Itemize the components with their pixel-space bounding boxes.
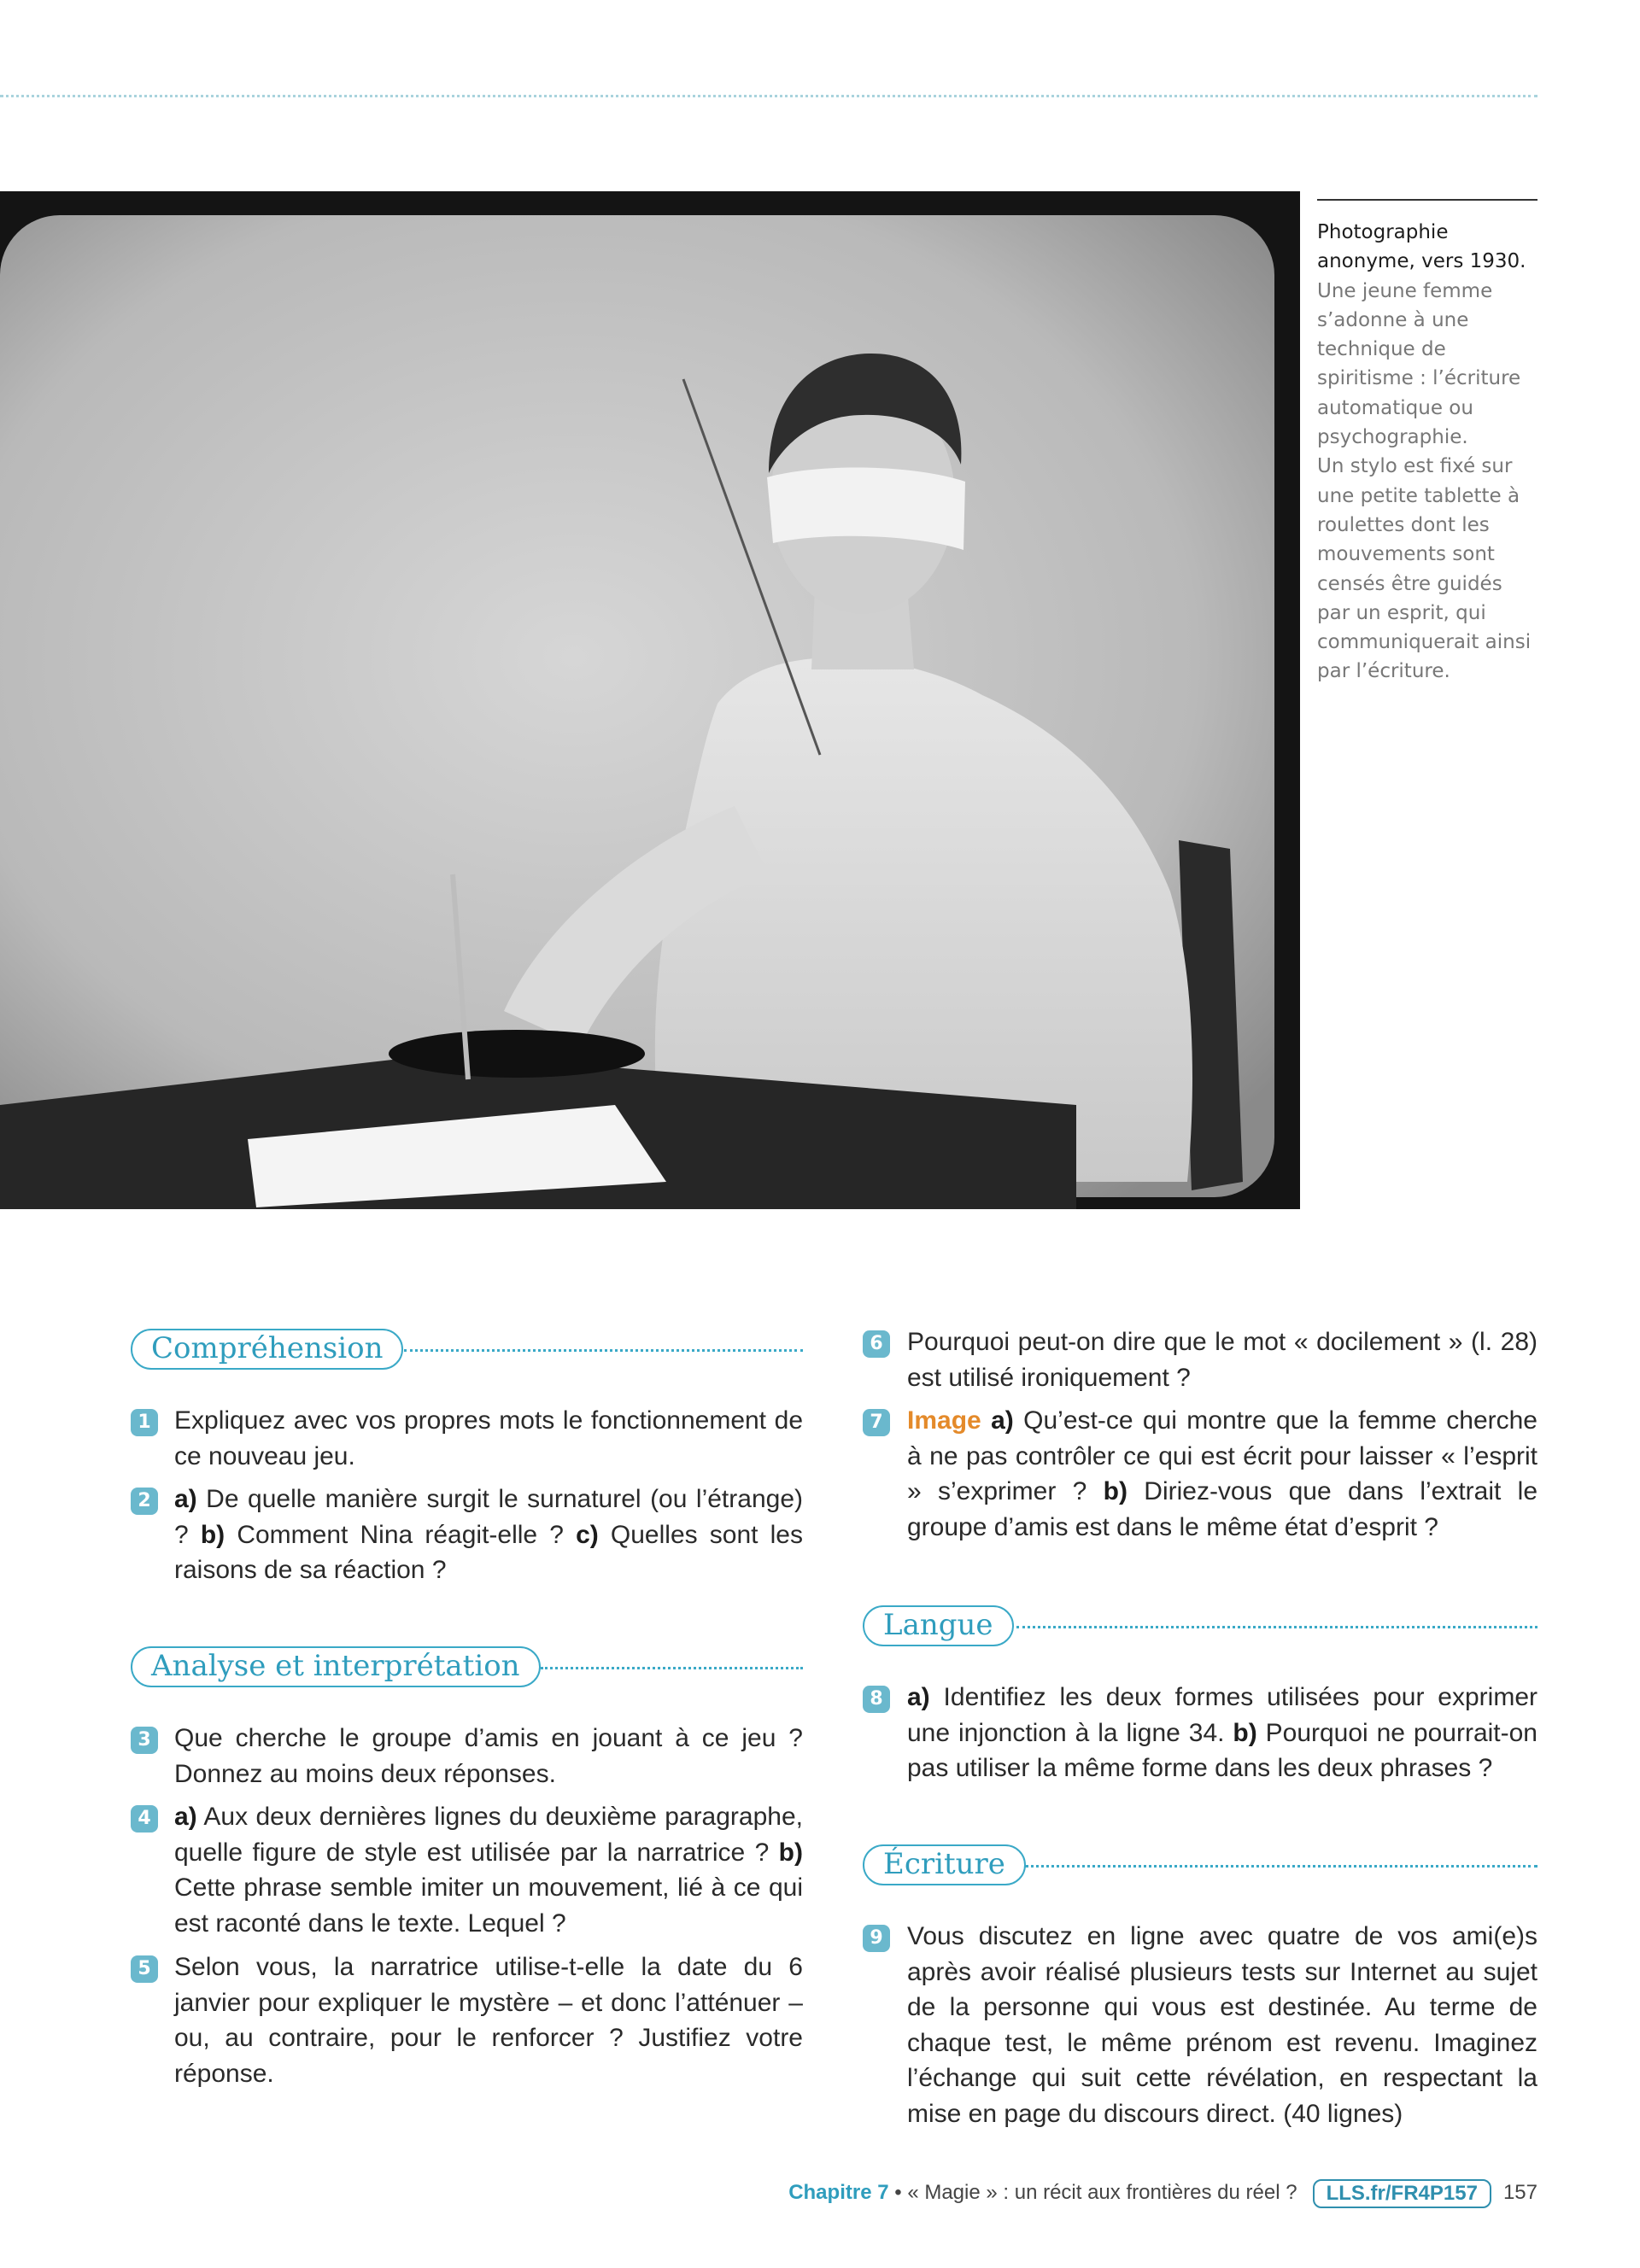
section-dots: [541, 1667, 803, 1669]
question-8: [907, 1680, 1538, 1786]
footer-link[interactable]: LLS.fr/FR4P157: [1313, 2179, 1491, 2208]
section-analyse: [131, 1646, 803, 1691]
part-c-text: Quelles sont les raisons de sa réaction ?: [174, 1520, 803, 1585]
question-number: 9: [863, 1925, 890, 1952]
part-a-text: Qu’est-ce qui montre que la femme cherche à ne pas contrôler ce qui est écrit pour laisser « l’esprit » s’exprimer ?: [907, 1406, 1538, 1506]
part-b-label: b): [778, 1838, 803, 1867]
question-number: 2: [131, 1488, 158, 1515]
image-label: Image: [907, 1406, 981, 1435]
caption-description-1: Une jeune femme s’adonne à une technique de spiritisme : l’écriture automatique ou psychographie.: [1317, 279, 1521, 449]
part-a-label: a): [174, 1485, 197, 1513]
question-number: 6: [863, 1330, 890, 1358]
part-b-text: Cette phrase semble imiter un mouvement, lié à ce qui est raconté dans le texte. Lequel ?: [174, 1873, 803, 1938]
section-title: Langue: [863, 1605, 1014, 1646]
question-number: 5: [131, 1955, 158, 1983]
question-text: Que cherche le groupe d’amis en jouant à ce jeu ? Donnez au moins deux réponses.: [174, 1724, 803, 1788]
question-3: [174, 1721, 803, 1792]
part-b-text: Comment Nina réagit-elle ?: [225, 1520, 577, 1549]
question-number: 1: [131, 1409, 158, 1436]
question-6: [907, 1324, 1538, 1395]
section-langue: [863, 1605, 1538, 1650]
footer-chapter: Chapitre 7: [788, 2181, 889, 2204]
part-c-label: c): [576, 1520, 599, 1549]
question-4: [174, 1799, 803, 1941]
question-5: [174, 1949, 803, 2091]
footer-title: « Magie » : un récit aux frontières du réel ?: [907, 2181, 1297, 2204]
section-title: Analyse et interprétation: [131, 1646, 541, 1687]
part-b-label: b): [1103, 1477, 1128, 1506]
section-comprehension: [131, 1329, 803, 1373]
part-a-text: De quelle manière surgit le surnaturel (ou l’étrange) ?: [174, 1485, 803, 1549]
section-ecriture: [863, 1844, 1538, 1889]
part-b-label: b): [1233, 1718, 1257, 1747]
question-number: 8: [863, 1686, 890, 1713]
top-divider: [0, 95, 1538, 97]
footer-separator: •: [888, 2181, 908, 2204]
question-7: [907, 1403, 1538, 1545]
section-dots: [404, 1349, 803, 1352]
section-dots: [1016, 1626, 1538, 1628]
section-title: Écriture: [863, 1844, 1026, 1885]
section-dots: [1025, 1865, 1538, 1868]
question-number: 3: [131, 1727, 158, 1754]
question-text: Expliquez avec vos propres mots le fonctionnement de ce nouveau jeu.: [174, 1406, 803, 1470]
part-a-text: Aux deux dernières lignes du deuxième paragraphe, quelle figure de style est utilisée par la narratrice ?: [174, 1803, 803, 1867]
question-text: Pourquoi peut-on dire que le mot « docilement » (l. 28) est utilisé ironiquement ?: [907, 1328, 1538, 1392]
question-2: [174, 1482, 803, 1588]
caption-description-2: Un stylo est fixé sur une petite tablette à roulettes dont les mouvements sont censés être guidés par un esprit, qui communiquerait ainsi par l’écriture.: [1317, 455, 1532, 683]
question-text: Vous discutez en ligne avec quatre de vos ami(e)s après avoir réalisé plusieurs tests sur Internet au sujet de la personne qui vous est destinée. Au terme de chaque test, le même prénom est revenu. Imaginez l’échange qui suit cette révélation, en respectant la mise en page du discours direct. (40 lignes): [907, 1922, 1538, 2128]
part-b-text: Diriez-vous que dans l’extrait le groupe d’amis est dans le même état d’esprit ?: [907, 1477, 1538, 1541]
page-number: 157: [1502, 2181, 1538, 2204]
part-b-label: b): [200, 1520, 226, 1549]
part-a-text: Identifiez les deux formes utilisées pour exprimer une injonction à la ligne 34.: [907, 1683, 1538, 1747]
question-1: [174, 1403, 803, 1474]
question-9: [907, 1919, 1538, 2132]
page-footer: [788, 2176, 1538, 2210]
question-number: 7: [863, 1409, 890, 1436]
photograph-blindfolded-woman-automatic-writing-icon: [0, 191, 1300, 1209]
part-b-text: Pourquoi ne pourrait-on pas utiliser la même forme dans les deux phrases ?: [907, 1718, 1538, 1783]
part-a-label: a): [174, 1803, 197, 1831]
photo-caption: [1317, 199, 1538, 687]
part-a-label: a): [991, 1406, 1014, 1435]
question-text: Selon vous, la narratrice utilise-t-elle la date du 6 janvier pour expliquer le mystère – et donc l’atténuer – ou, au contraire, pour le renforcer ? Justifiez votre réponse.: [174, 1953, 803, 2088]
question-number: 4: [131, 1805, 158, 1833]
photograph: [0, 191, 1300, 1209]
section-title: Compréhension: [131, 1329, 403, 1370]
part-a-label: a): [907, 1683, 930, 1711]
caption-credit: Photographie anonyme, vers 1930.: [1317, 221, 1526, 273]
